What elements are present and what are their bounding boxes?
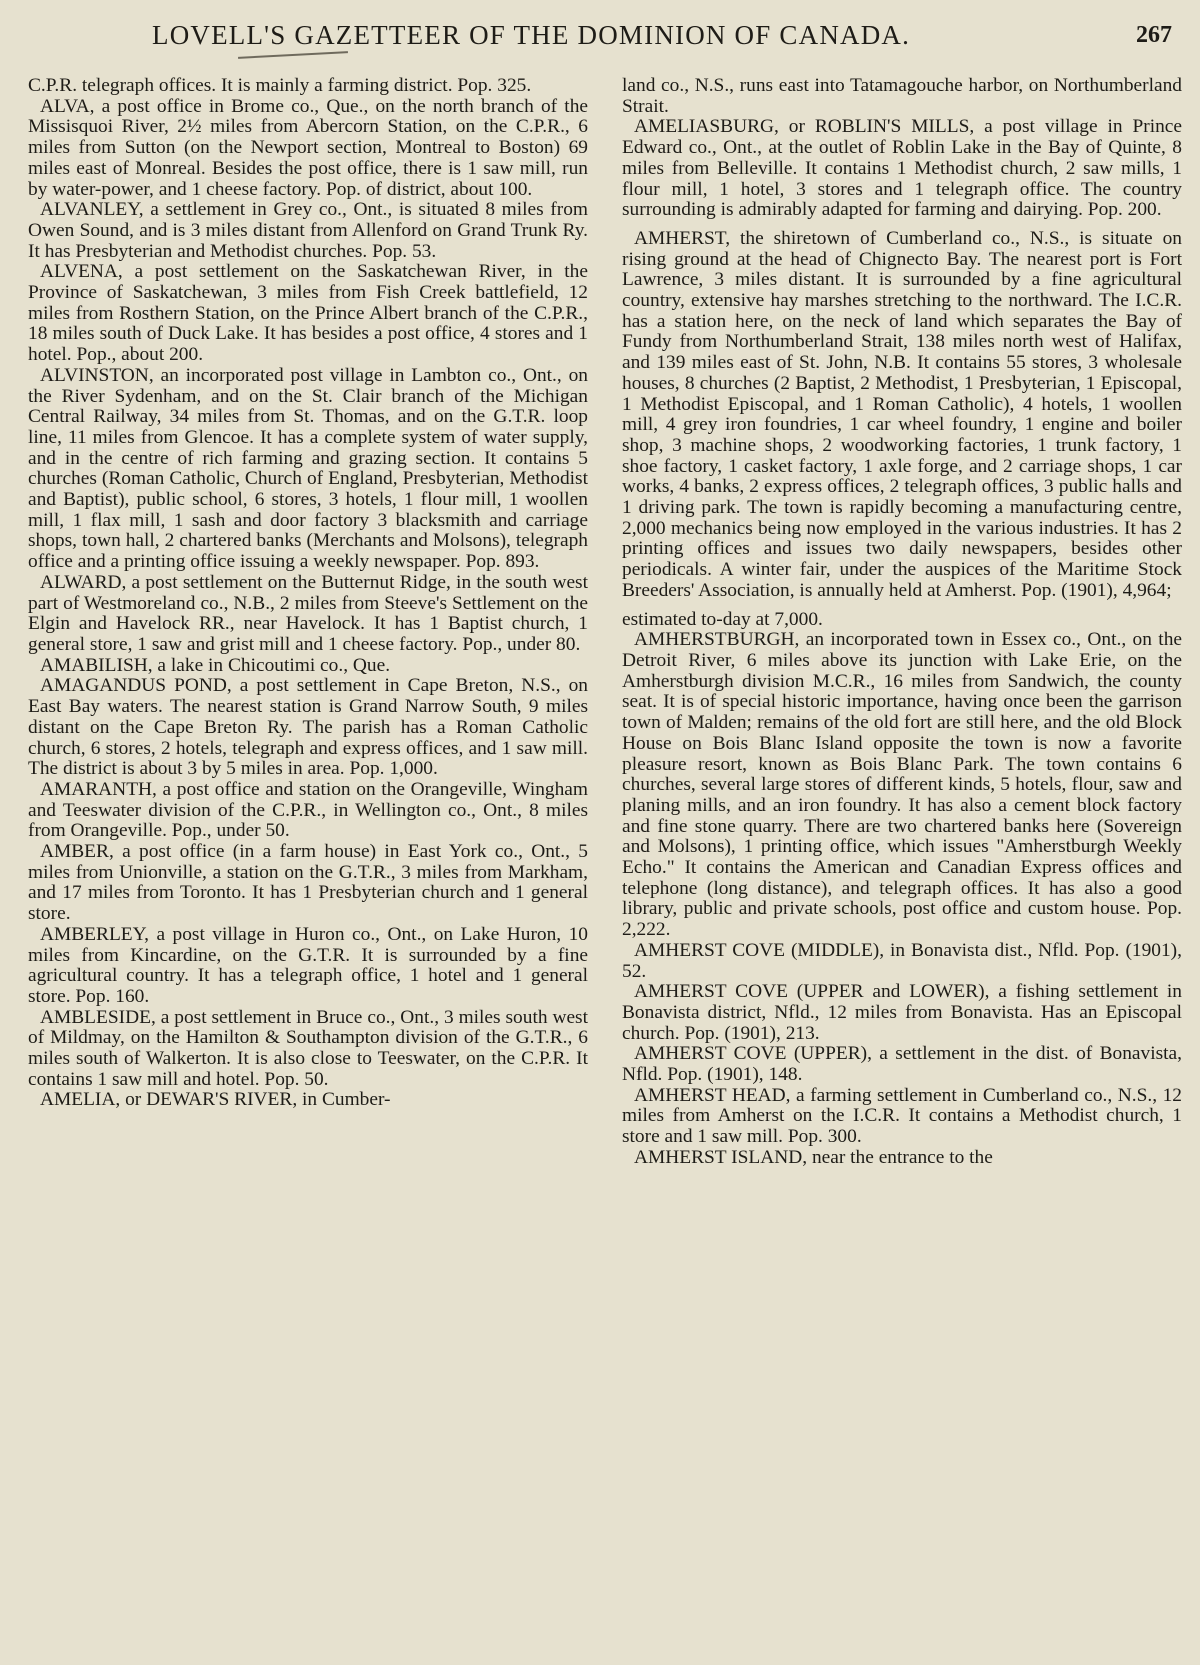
entry-amelia: AMELIA, or DEWAR'S RIVER, in Cumber- [40, 1089, 391, 1111]
entry-amberley: AMBERLEY, a post village in Huron co., Ont., on Lake Huron, 10 miles from Kincardine, on the G.T.R. It is surrounded by a fine agricultural country. It has a telegraph office, 1 hotel and 1 general store. Pop. 160. [28, 923, 588, 1007]
entry-alva: ALVA, a post office in Brome co., Que., on the north branch of the Missisquoi River, 2½ miles from Abercorn Station, on the C.P.R., 6 miles from Sutton (on the Newport section, Montreal to Boston) 69 miles east of Monreal. Besides the post office, there is 1 saw mill, run by water-power, and 1 cheese factory. Pop. of district, about 100. [28, 95, 588, 200]
entry-alvena: ALVENA, a post settlement on the Saskatchewan River, in the Province of Saskatchewan, 3 miles from Fish Creek battlefield, 12 miles from Rosthern Station, on the Prince Albert branch of the C.P.R., 18 miles south of Duck Lake. It has besides a post office, 4 stores and 1 hotel. Pop., about 200. [28, 261, 588, 366]
entry-amagandus-pond: AMAGANDUS POND, a post settlement in Cape Breton, N.S., on East Bay waters. The nearest station is Grand Narrow South, 9 miles distant on the Cape Breton Ry. The parish has a Roman Catholic church, 6 stores, 2 hotels, telegraph and express offices, and 1 saw mill. The district is about 3 by 5 miles in area. Pop. 1,000. [28, 675, 588, 780]
right-column [622, 76, 1182, 1661]
text-columns [28, 76, 1182, 1661]
running-title: LOVELL'S GAZETTEER OF THE DOMINION OF CANADA. [152, 20, 911, 50]
entry-ameliasburg: AMELIASBURG, or ROBLIN'S MILLS, a post village in Prince Edward co., Ont., at the outlet of Roblin Lake in the Bay of Quinte, 8 miles from Belleville. It contains 1 Methodist church, 2 saw mills, 1 flour mill, 1 hotel, 3 stores and 1 telegraph office. The country surrounding is admirably adapted for farming and dairying. Pop. 200. [622, 116, 1182, 221]
entry-alward: ALWARD, a post settlement on the Butternut Ridge, in the south west part of Westmoreland co., N.B., 2 miles from Steeve's Settlement on the Elgin and Havelock RR., near Havelock. It has 1 Baptist church, 1 general store, 1 saw and grist mill and 1 cheese factory. Pop., under 80. [28, 571, 588, 655]
header-rule [238, 51, 348, 59]
entry-continuation: land co., N.S., runs east into Tatamagouche harbor, on Northumberland Strait. [622, 76, 1182, 117]
entry-amherst: AMHERST, the shiretown of Cumberland co., N.S., is situate on rising ground at the head of Chignecto Bay. The nearest port is Fort Lawrence, 3 miles distant. It is surrounded by a fine agricultural country, extensive hay marshes stretching to the northward. The I.C.R. has a station here, on the neck of land which separates the Bay of Fundy from Northumberland Strait, 138 miles north west of Halifax, and 139 miles east of St. John, N.B. It contains 55 stores, 3 wholesale houses, 8 churches (2 Baptist, 2 Methodist, 1 Presbyterian, 1 Episcopal, 1 Methodist Episcopal, and 1 Roman Catholic), 4 hotels, 1 woollen mill, 4 grey iron foundries, 1 car wheel foundry, 1 engine and boiler shop, 3 machine shops, 2 woodworking factories, 1 trunk factory, 1 shoe factory, 1 casket factory, 1 axle forge, and 2 carriage shops, 1 car works, 4 banks, 2 express offices, 2 telegraph offices, 3 public halls and 1 driving park. The town is rapidly becoming a manufacturing centre, 2,000 mechanics being now employed in the various industries. It has 2 printing offices and issues two daily newspapers, besides other periodicals. A winter fair, under the auspices of the Maritime Stock Breeders' Association, is annually held at Amherst. Pop. (1901), 4,964; [622, 227, 1182, 601]
entry-amherst-cove-upper: AMHERST COVE (UPPER), a settlement in the dist. of Bonavista, Nfld. Pop. (1901), 148. [622, 1043, 1182, 1086]
entry-amaranth: AMARANTH, a post office and station on the Orangeville, Wingham and Teeswater division of the C.P.R., in Wellington co., Ont., 8 miles from Orangeville. Pop., under 50. [28, 778, 588, 842]
page-number: 267 [1136, 22, 1172, 48]
page-header [28, 14, 1182, 68]
entry-amherst-island: AMHERST ISLAND, near the entrance to the [634, 1146, 993, 1168]
entry-amherst-head: AMHERST HEAD, a farming settlement in Cumberland co., N.S., 12 miles from Amherst on the I.C.R. It contains a Methodist church, 1 store and 1 saw mill. Pop. 300. [622, 1084, 1182, 1148]
entry-ambleside: AMBLESIDE, a post settlement in Bruce co., Ont., 3 miles south west of Mildmay, on the Hamilton & Southampton division of the G.T.R., 6 miles south of Walkerton. It is also close to Teeswater, on the C.P.R. It contains 1 saw mill and hotel. Pop. 50. [28, 1006, 588, 1090]
entry-amber: AMBER, a post office (in a farm house) in East York co., Ont., 5 miles from Unionville, a station on the G.T.R., 3 miles from Markham, and 17 miles from Toronto. It has 1 Presbyterian church and 1 general store. [28, 841, 588, 925]
entry-alvinston: ALVINSTON, an incorporated post village in Lambton co., Ont., on the River Sydenham, and on the St. Clair branch of the Michigan Central Railway, 34 miles from St. Thomas, and on the G.T.R. loop line, 11 miles from Glencoe. It has a complete system of water supply, and in the centre of rich farming and grazing section. It contains 5 churches (Roman Catholic, Church of England, Presbyterian, Methodist and Baptist), public school, 6 stores, 3 hotels, 1 flour mill, 1 woollen mill, 1 flax mill, 1 sash and door factory 3 blacksmith and carriage shops, town hall, 2 chartered banks (Merchants and Molsons), telegraph office and a printing office issuing a weekly newspaper. Pop. 893. [28, 364, 588, 573]
entry-amherst-cove-middle: AMHERST COVE (MIDDLE), in Bonavista dist., Nfld. Pop. (1901), 52. [622, 939, 1182, 982]
entry-continuation: C.P.R. telegraph offices. It is mainly a farming district. Pop. 325. [28, 76, 532, 96]
entry-amherst-cove-upper-lower: AMHERST COVE (UPPER and LOWER), a fishing settlement in Bonavista district, Nfld., 12 miles from Bonavista. Has an Episcopal church. Pop. (1901), 213. [622, 981, 1182, 1044]
left-column [28, 76, 588, 1661]
entry-amherstburgh: AMHERSTBURGH, an incorporated town in Essex co., Ont., on the Detroit River, 6 miles above its junction with Lake Erie, on the Amherstburgh division M.C.R., 16 miles from Sandwich, the county seat. It is of special historic importance, having once been the garrison town of Malden; remains of the old fort are still here, and the old Block House on Bois Blanc Island opposite the town is now a favorite pleasure resort, known as Bois Blanc Park. The town contains 6 churches, several large stores of different kinds, 5 hotels, flour, saw and planing mills, and an iron foundry. It has also a cement block factory and fine stone quarry. There are two chartered banks here (Sovereign and Molsons), 1 printing office, which issues "Amherstburgh Weekly Echo." It contains the American and Canadian Express offices and telephone (long distance), and telegraph offices. It has also a good library, public and private schools, post office and custom house. Pop. 2,222. [622, 629, 1182, 941]
entry-amabilish: AMABILISH, a lake in Chicoutimi co., Que. [40, 654, 391, 676]
entry-alvanley: ALVANLEY, a settlement in Grey co., Ont., is situated 8 miles from Owen Sound, and is 3 miles distant from Allenford on Grand Trunk Ry. It has Presbyterian and Methodist churches. Pop. 53. [28, 199, 588, 262]
entry-amherst-continuation: estimated to-day at 7,000. [622, 608, 823, 630]
